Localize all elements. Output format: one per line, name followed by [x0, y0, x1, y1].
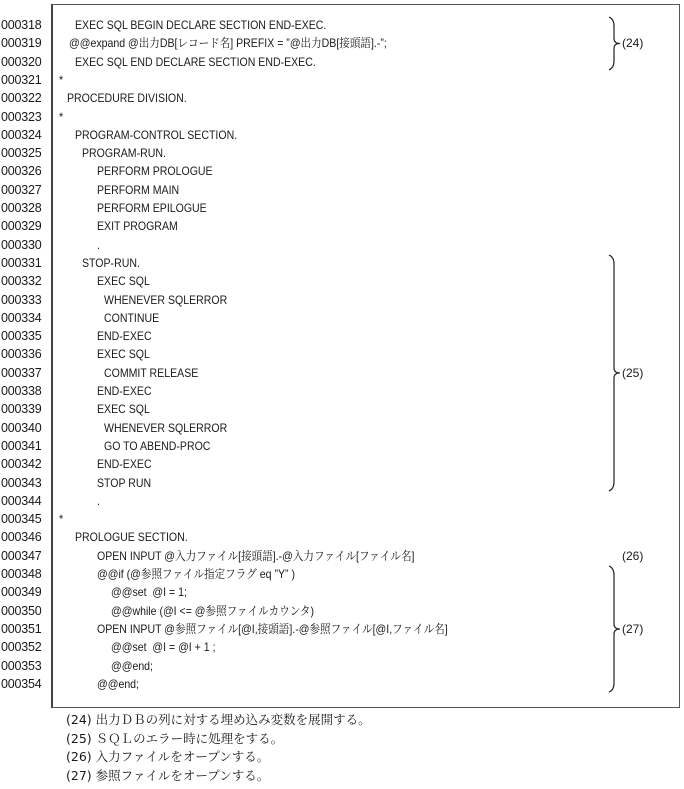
code-line: *	[59, 72, 64, 87]
code-line: .	[97, 493, 100, 508]
line-number: 000329	[1, 219, 42, 234]
code-line: END-EXEC	[97, 384, 152, 398]
line-number: 000338	[1, 384, 42, 398]
line-number: 000323	[1, 109, 42, 124]
line-number: 000353	[1, 658, 42, 673]
line-number: 000327	[1, 182, 42, 197]
code-line: END-EXEC	[97, 329, 152, 344]
notes-list	[66, 711, 371, 785]
line-number: 000347	[1, 548, 42, 563]
code-line: PERFORM PROLOGUE	[97, 164, 213, 179]
line-number: 000336	[1, 347, 42, 362]
code-line: WHENEVER SQLERROR	[104, 420, 228, 435]
code-line: OPEN INPUT @入力ファイル[接頭語].-@入力ファイル[ファイル名]	[97, 548, 415, 563]
code-line: COMMIT RELEASE	[104, 365, 199, 380]
code-line: OPEN INPUT @参照ファイル[@I,接頭語].-@参照ファイル[@I,ファイル名]	[97, 621, 448, 636]
annotation-label: (24)	[622, 36, 644, 51]
code-line: .	[97, 237, 100, 252]
code-line: EXEC SQL	[97, 347, 150, 362]
note-25: (25) ＳＱＬのエラー時に処理をする。	[66, 730, 284, 746]
line-number: 000340	[1, 420, 42, 435]
line-number: 000354	[1, 676, 42, 691]
code-line: EXIT PROGRAM	[97, 219, 178, 234]
note-27: (27) 参照ファイルをオープンする。	[66, 767, 270, 783]
line-number: 000324	[1, 127, 42, 142]
code-line: @@end;	[111, 658, 153, 673]
line-number: 000346	[1, 530, 42, 545]
line-number: 000328	[1, 201, 42, 215]
line-number: 000341	[1, 438, 42, 453]
code-line: @@if (@参照ファイル指定フラグ eq ”Y” )	[97, 567, 295, 581]
code-line: PROLOGUE SECTION.	[75, 530, 188, 545]
code-line: STOP RUN	[97, 475, 152, 490]
code-line: @@set @I = @I + 1 ;	[111, 640, 216, 655]
line-number: 000352	[1, 640, 42, 655]
line-number: 000321	[1, 72, 42, 87]
code-line: PERFORM MAIN	[97, 182, 180, 197]
line-number: 000332	[1, 274, 42, 289]
code-line: PERFORM EPILOGUE	[97, 201, 207, 215]
line-number: 000322	[1, 91, 42, 106]
annotation-label: (25)	[622, 365, 644, 380]
code-line: @@expand @出力DB[レコード名] PREFIX = ”@出力DB[接頭語].-”;	[69, 36, 387, 51]
code-line: CONTINUE	[104, 310, 160, 325]
line-number: 000334	[1, 310, 42, 325]
code-line: @@set @I = 1;	[111, 585, 187, 600]
code-line: EXEC SQL END DECLARE SECTION END-EXEC.	[75, 54, 316, 69]
annotation-label: (26)	[622, 548, 644, 563]
code-line: @@while (@I <= @参照ファイルカウンタ)	[111, 603, 315, 618]
code-line: GO TO ABEND-PROC	[104, 438, 211, 453]
line-number: 000325	[1, 146, 42, 161]
line-number: 000343	[1, 475, 42, 490]
annotation-label: (27)	[622, 622, 644, 637]
code-line: PROGRAM-RUN.	[82, 146, 166, 161]
line-number: 000331	[1, 255, 42, 270]
line-number: 000349	[1, 585, 42, 600]
line-number: 000335	[1, 329, 42, 344]
line-number: 000333	[1, 292, 42, 307]
code-line: STOP-RUN.	[82, 255, 140, 270]
line-number: 000339	[1, 402, 42, 417]
line-number: 000350	[1, 603, 42, 618]
note-24: (24) 出力ＤＢの列に対する埋め込み変数を展開する。	[66, 712, 371, 727]
line-number: 000320	[1, 54, 42, 69]
line-number: 000351	[1, 621, 42, 636]
note-26: (26) 入力ファイルをオープンする。	[66, 749, 270, 764]
code-line: EXEC SQL	[97, 402, 150, 417]
code-line: WHENEVER SQLERROR	[104, 292, 228, 307]
code-line: *	[59, 512, 64, 527]
code-line: PROCEDURE DIVISION.	[67, 91, 187, 106]
code-line: END-EXEC	[97, 457, 152, 472]
line-number: 000330	[1, 237, 42, 252]
line-number: 000344	[1, 493, 42, 508]
code-line: @@end;	[97, 676, 139, 691]
line-number: 000345	[1, 512, 42, 527]
line-number: 000337	[1, 365, 42, 380]
line-number: 000319	[1, 36, 42, 51]
code-line: PROGRAM-CONTROL SECTION.	[75, 127, 238, 142]
code-line: EXEC SQL	[97, 274, 150, 289]
code-line: *	[59, 109, 64, 124]
line-number: 000348	[1, 567, 42, 581]
line-number: 000318	[1, 18, 42, 32]
line-number: 000326	[1, 164, 42, 179]
code-line: EXEC SQL BEGIN DECLARE SECTION END-EXEC.	[75, 18, 327, 32]
line-number: 000342	[1, 457, 42, 472]
